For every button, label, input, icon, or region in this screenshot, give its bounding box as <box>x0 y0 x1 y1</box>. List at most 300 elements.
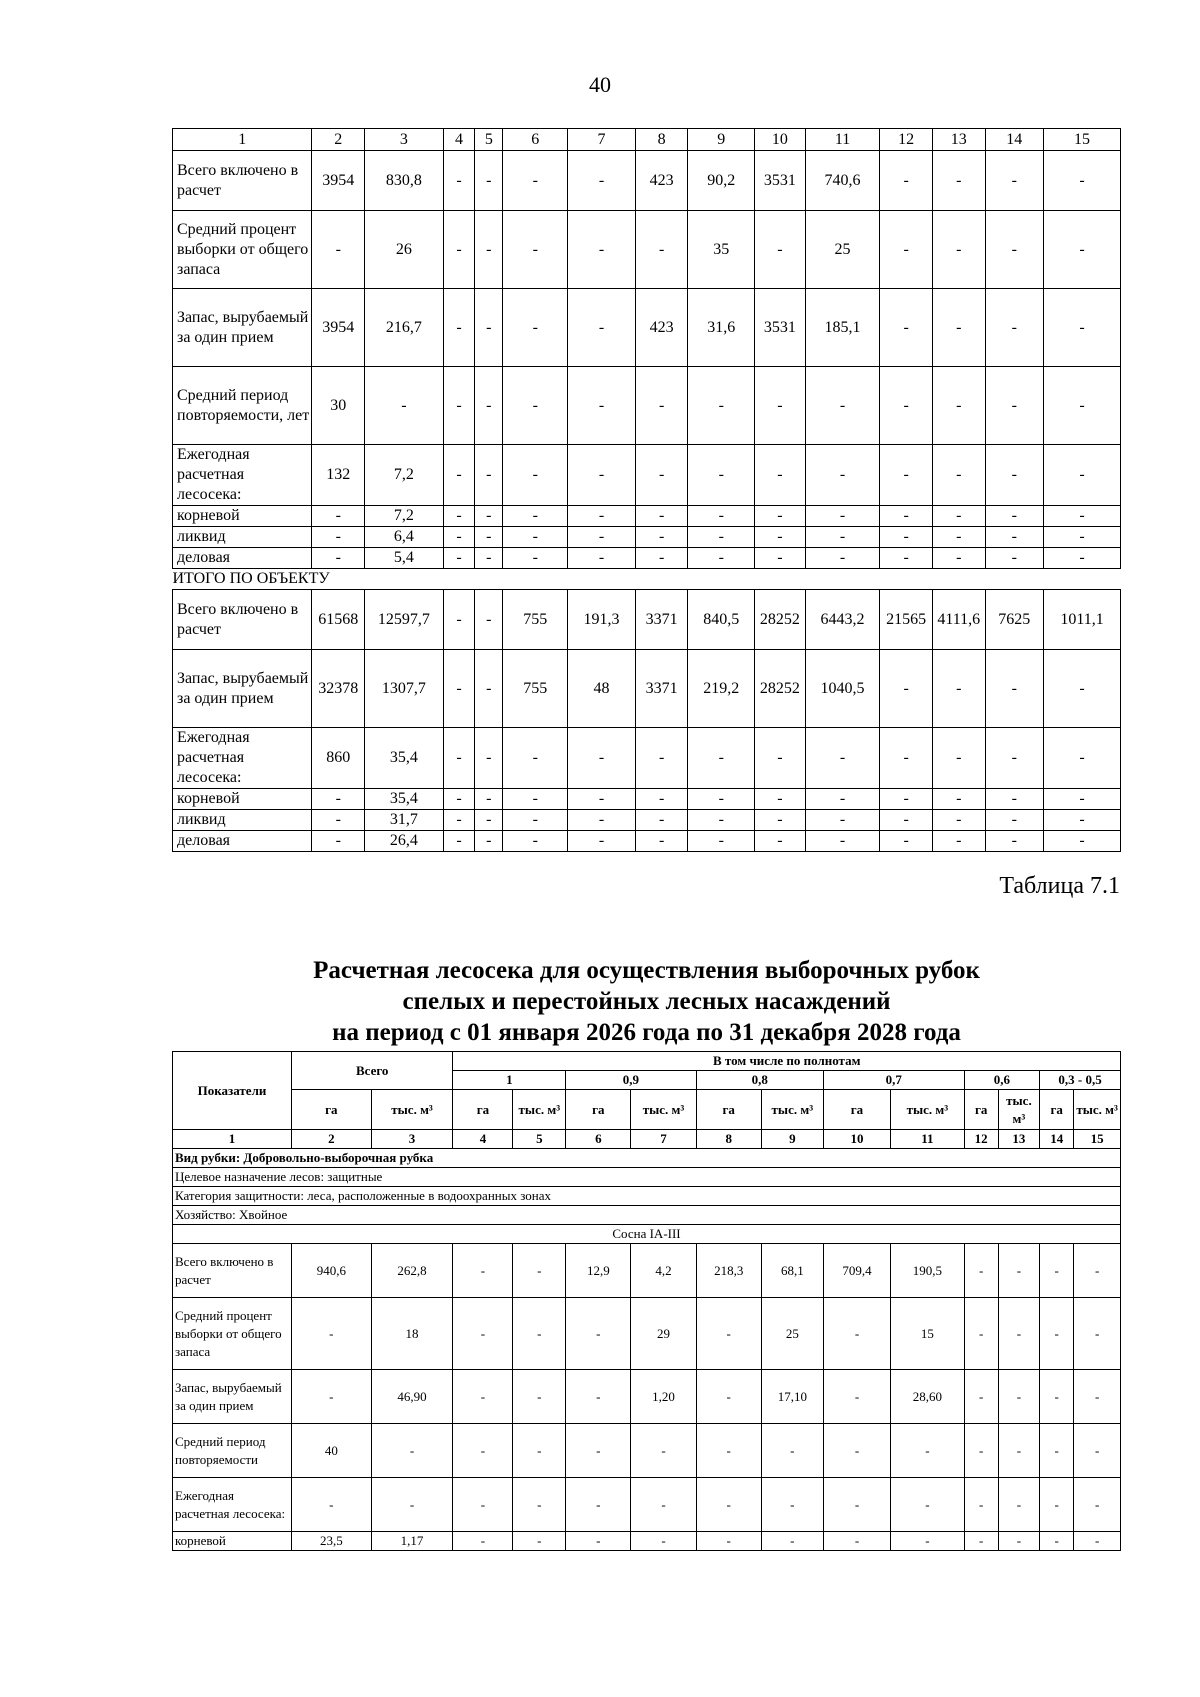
unit-thousand-cubic-meters: тыс. м³ <box>513 1090 566 1130</box>
table-cell: - <box>1044 810 1121 831</box>
row-label: корневой <box>173 506 312 527</box>
table-cell: - <box>443 590 474 650</box>
table-cell: 25 <box>805 211 880 289</box>
table-row <box>173 810 1121 831</box>
table-cell: - <box>568 789 636 810</box>
table-cell: - <box>805 789 880 810</box>
header-including-by-density: В том числе по полнотам <box>453 1052 1121 1071</box>
table-cell: - <box>1044 367 1121 445</box>
table-cell: - <box>513 1370 566 1424</box>
unit-hectares: га <box>823 1090 890 1130</box>
table-cell: - <box>503 728 568 789</box>
column-number: 11 <box>805 129 880 151</box>
column-number: 12 <box>880 129 933 151</box>
table-cell: - <box>823 1532 890 1551</box>
table-cell: - <box>880 789 933 810</box>
table-cell: - <box>755 789 806 810</box>
table-cell: - <box>503 211 568 289</box>
table-cell: - <box>443 789 474 810</box>
table-row <box>173 445 1121 506</box>
table-cell: - <box>805 367 880 445</box>
table-row <box>173 1424 1121 1478</box>
table-cell: 4,2 <box>631 1244 696 1298</box>
column-number: 11 <box>891 1130 964 1149</box>
table-cell: - <box>635 789 688 810</box>
column-number: 8 <box>635 129 688 151</box>
table-cell: 61568 <box>312 590 365 650</box>
table-cell: - <box>503 789 568 810</box>
table-cell: - <box>1044 789 1121 810</box>
table-cell: - <box>312 831 365 852</box>
table-cell: - <box>312 548 365 569</box>
table-cell: - <box>453 1478 513 1532</box>
table-cell: - <box>503 151 568 211</box>
table-cell: 860 <box>312 728 365 789</box>
table-row <box>173 650 1121 728</box>
table-cell: - <box>631 1478 696 1532</box>
table-cell: - <box>932 151 985 211</box>
table-cell: - <box>932 527 985 548</box>
unit-hectares: га <box>1040 1090 1074 1130</box>
column-number: 3 <box>371 1130 453 1149</box>
table-cell: - <box>985 506 1044 527</box>
column-number: 14 <box>1040 1130 1074 1149</box>
table-cell: - <box>475 527 503 548</box>
column-number: 8 <box>696 1130 761 1149</box>
table-cell: - <box>503 445 568 506</box>
table-cell: - <box>880 650 933 728</box>
table-cell: - <box>688 527 755 548</box>
table-row <box>173 789 1121 810</box>
table-row <box>173 151 1121 211</box>
table-cell: 218,3 <box>696 1244 761 1298</box>
table-cell: - <box>1044 548 1121 569</box>
table-cell: - <box>568 548 636 569</box>
table-cell: - <box>932 506 985 527</box>
column-number: 4 <box>453 1130 513 1149</box>
table-cell: - <box>443 151 474 211</box>
table-cell: 7,2 <box>365 506 444 527</box>
allowable-cut-table <box>172 1051 1121 1551</box>
row-label: Средний процент выборки от общего запаса <box>173 1298 292 1370</box>
table-cell: 17,10 <box>761 1370 823 1424</box>
table-cell: - <box>932 367 985 445</box>
row-label: Всего включено в расчет <box>173 590 312 650</box>
table-cell: - <box>635 211 688 289</box>
table-cell: - <box>312 527 365 548</box>
table-cell: - <box>635 728 688 789</box>
column-number: 1 <box>173 129 312 151</box>
row-label: Всего включено в расчет <box>173 151 312 211</box>
table-cell: - <box>475 789 503 810</box>
table-cell: - <box>635 367 688 445</box>
table-cell: - <box>475 590 503 650</box>
table-cell: - <box>365 367 444 445</box>
table-cell: - <box>513 1424 566 1478</box>
table-cell: - <box>475 445 503 506</box>
table-cell: - <box>1044 151 1121 211</box>
row-label: деловая <box>173 548 312 569</box>
table-cell: 830,8 <box>365 151 444 211</box>
table-cell: - <box>823 1370 890 1424</box>
table-cell: - <box>1044 728 1121 789</box>
table-cell: - <box>635 527 688 548</box>
table-cell: 3954 <box>312 151 365 211</box>
table-cell: 940,6 <box>292 1244 372 1298</box>
column-number: 3 <box>365 129 444 151</box>
table-cell: - <box>475 506 503 527</box>
table-cell: 28,60 <box>891 1370 964 1424</box>
table-label: Таблица 7.1 <box>999 873 1120 899</box>
table-cell: - <box>880 728 933 789</box>
table-cell: 3371 <box>635 590 688 650</box>
table-cell: - <box>568 810 636 831</box>
unit-hectares: га <box>453 1090 513 1130</box>
table-cell: 262,8 <box>371 1244 453 1298</box>
table-cell: 28252 <box>755 650 806 728</box>
table-cell: 423 <box>635 289 688 367</box>
table-row <box>173 728 1121 789</box>
table-cell: - <box>568 506 636 527</box>
table-cell: - <box>453 1298 513 1370</box>
table-cell: - <box>312 506 365 527</box>
table-cell: - <box>568 831 636 852</box>
table-cell: - <box>998 1244 1039 1298</box>
table-cell: - <box>566 1532 631 1551</box>
table-cell: 216,7 <box>365 289 444 367</box>
table-cell: 3371 <box>635 650 688 728</box>
table-cell: - <box>443 831 474 852</box>
table-cell: - <box>880 445 933 506</box>
column-number: 9 <box>761 1130 823 1149</box>
table-cell: 12,9 <box>566 1244 631 1298</box>
table-cell: 28252 <box>755 590 806 650</box>
table-cell: - <box>1044 445 1121 506</box>
table-cell: - <box>1074 1298 1121 1370</box>
table-cell: - <box>755 445 806 506</box>
table-cell: - <box>755 527 806 548</box>
table-cell: - <box>1044 289 1121 367</box>
info-text: Вид рубки: Добровольно-выборочная рубка <box>173 1149 1121 1168</box>
table-cell: - <box>443 211 474 289</box>
table-cell: - <box>443 506 474 527</box>
table-cell: - <box>696 1532 761 1551</box>
table-cell: - <box>312 211 365 289</box>
units-header-row <box>173 1090 1121 1130</box>
table-cell: - <box>566 1478 631 1532</box>
table-cell: - <box>568 527 636 548</box>
table-cell: - <box>443 289 474 367</box>
table-cell: - <box>688 831 755 852</box>
table-cell: - <box>312 789 365 810</box>
table-cell: - <box>635 548 688 569</box>
table-cell: - <box>964 1370 998 1424</box>
table-cell: - <box>453 1424 513 1478</box>
document-title <box>172 955 1121 1048</box>
table-cell: - <box>568 151 636 211</box>
table-cell: - <box>1074 1532 1121 1551</box>
column-number: 4 <box>443 129 474 151</box>
table-cell: - <box>805 728 880 789</box>
header-total: Всего <box>292 1052 453 1090</box>
info-text: Целевое назначение лесов: защитные <box>173 1168 1121 1187</box>
table-cell: 35,4 <box>365 789 444 810</box>
row-label: Запас, вырубаемый за один прием <box>173 1370 292 1424</box>
table-row <box>173 590 1121 650</box>
column-number: 2 <box>292 1130 372 1149</box>
table-cell: - <box>755 367 806 445</box>
row-label: корневой <box>173 1532 292 1551</box>
table-cell: - <box>1074 1244 1121 1298</box>
table-cell: - <box>985 650 1044 728</box>
table-cell: - <box>475 650 503 728</box>
table-cell: 423 <box>635 151 688 211</box>
table-cell: 755 <box>503 650 568 728</box>
table-cell: - <box>985 789 1044 810</box>
page-number: 40 <box>589 72 611 97</box>
table-cell: - <box>755 211 806 289</box>
species-group: Сосна IA-III <box>173 1225 1121 1244</box>
info-text: Категория защитности: леса, расположенные в водоохранных зонах <box>173 1187 1121 1206</box>
table-cell: - <box>964 1532 998 1551</box>
row-label: корневой <box>173 789 312 810</box>
density-header: 0,6 <box>964 1071 1040 1090</box>
column-number: 7 <box>631 1130 696 1149</box>
table-cell: - <box>443 445 474 506</box>
column-number: 15 <box>1044 129 1121 151</box>
table-cell: - <box>1040 1298 1074 1370</box>
table-cell: - <box>688 789 755 810</box>
table-cell: 7625 <box>985 590 1044 650</box>
table-cell: - <box>292 1370 372 1424</box>
table-row <box>173 211 1121 289</box>
table-cell: 1040,5 <box>805 650 880 728</box>
table-cell: - <box>880 831 933 852</box>
table-cell: - <box>964 1424 998 1478</box>
title-line: Расчетная лесосека для осуществления выборочных рубок <box>313 957 980 984</box>
row-label: Средний период повторяемости, лет <box>173 367 312 445</box>
table-cell: - <box>985 728 1044 789</box>
table-cell: - <box>443 527 474 548</box>
table-cell: - <box>503 367 568 445</box>
row-label: ликвид <box>173 527 312 548</box>
table-cell: - <box>503 548 568 569</box>
table-cell: - <box>964 1244 998 1298</box>
table-cell: 35,4 <box>365 728 444 789</box>
table-cell: - <box>631 1424 696 1478</box>
table-cell: - <box>755 548 806 569</box>
table-cell: - <box>568 445 636 506</box>
table-cell: - <box>1074 1370 1121 1424</box>
table-cell: - <box>1074 1424 1121 1478</box>
table-cell: 12597,7 <box>365 590 444 650</box>
column-number: 6 <box>503 129 568 151</box>
table-cell: 23,5 <box>292 1532 372 1551</box>
table-cell: - <box>475 548 503 569</box>
column-number: 13 <box>998 1130 1039 1149</box>
table-cell: 185,1 <box>805 289 880 367</box>
column-number: 2 <box>312 129 365 151</box>
table-cell: - <box>635 445 688 506</box>
table-cell: - <box>566 1424 631 1478</box>
table-cell: 68,1 <box>761 1244 823 1298</box>
table-cell: - <box>635 506 688 527</box>
row-label: деловая <box>173 831 312 852</box>
info-row <box>173 1168 1121 1187</box>
table-row <box>173 1532 1121 1551</box>
table-cell: - <box>1044 650 1121 728</box>
column-number: 5 <box>513 1130 566 1149</box>
table-cell: - <box>635 831 688 852</box>
table-cell: - <box>932 445 985 506</box>
table-cell: - <box>513 1298 566 1370</box>
table-cell: 840,5 <box>688 590 755 650</box>
table-cell: - <box>880 289 933 367</box>
table-cell: - <box>453 1370 513 1424</box>
table-cell: 219,2 <box>688 650 755 728</box>
table-cell: - <box>1044 211 1121 289</box>
table-cell: - <box>985 151 1044 211</box>
table-cell: - <box>891 1478 964 1532</box>
row-label: Ежегодная расчетная лесосека: <box>173 728 312 789</box>
table-row <box>173 1298 1121 1370</box>
table-cell: - <box>985 445 1044 506</box>
table-cell: - <box>932 728 985 789</box>
table-cell: - <box>1074 1478 1121 1532</box>
table-cell: - <box>985 831 1044 852</box>
table-cell: - <box>371 1424 453 1478</box>
table-cell: 48 <box>568 650 636 728</box>
column-number: 12 <box>964 1130 998 1149</box>
table-cell: 1,20 <box>631 1370 696 1424</box>
table-cell: - <box>453 1532 513 1551</box>
table-row <box>173 548 1121 569</box>
table-cell: 7,2 <box>365 445 444 506</box>
table-cell: - <box>292 1298 372 1370</box>
table-cell: - <box>631 1532 696 1551</box>
table-cell: - <box>998 1424 1039 1478</box>
table-cell: - <box>755 728 806 789</box>
table-cell: - <box>880 367 933 445</box>
density-header: 1 <box>453 1071 566 1090</box>
density-header: 0,8 <box>696 1071 823 1090</box>
table-cell: - <box>568 211 636 289</box>
table-cell: - <box>371 1478 453 1532</box>
table-cell: 31,6 <box>688 289 755 367</box>
column-number: 13 <box>932 129 985 151</box>
table-cell: - <box>1040 1370 1074 1424</box>
row-label: Запас, вырубаемый за один прием <box>173 650 312 728</box>
table-cell: - <box>443 810 474 831</box>
table-cell: 190,5 <box>891 1244 964 1298</box>
title-line: спелых и перестойных лесных насаждений <box>402 988 891 1015</box>
table-cell: - <box>932 289 985 367</box>
section-row <box>173 569 1121 590</box>
table-cell: 30 <box>312 367 365 445</box>
table-cell: 40 <box>292 1424 372 1478</box>
info-row <box>173 1187 1121 1206</box>
table-cell: - <box>805 810 880 831</box>
continued-allowable-cut-table <box>172 128 1121 852</box>
table-cell: - <box>985 548 1044 569</box>
table-cell: 31,7 <box>365 810 444 831</box>
row-label: Ежегодная расчетная лесосека: <box>173 1478 292 1532</box>
column-number: 10 <box>823 1130 890 1149</box>
section-title: ИТОГО ПО ОБЪЕКТУ <box>173 569 1121 590</box>
species-row <box>173 1225 1121 1244</box>
table-row <box>173 527 1121 548</box>
table-cell: - <box>503 289 568 367</box>
table-cell: 5,4 <box>365 548 444 569</box>
table-cell: - <box>696 1424 761 1478</box>
column-number-row <box>173 129 1121 151</box>
table-cell: - <box>985 289 1044 367</box>
table-cell: - <box>932 789 985 810</box>
table-cell: - <box>755 506 806 527</box>
table-cell: - <box>443 728 474 789</box>
table-cell: - <box>932 650 985 728</box>
table-cell: - <box>443 650 474 728</box>
column-number: 10 <box>755 129 806 151</box>
table-cell: 3531 <box>755 289 806 367</box>
table-cell: - <box>566 1298 631 1370</box>
row-label: Ежегодная расчетная лесосека: <box>173 445 312 506</box>
table-cell: - <box>880 548 933 569</box>
table-cell: - <box>880 211 933 289</box>
table-cell: - <box>513 1244 566 1298</box>
unit-thousand-cubic-meters: тыс. м³ <box>891 1090 964 1130</box>
table-cell: 3954 <box>312 289 365 367</box>
table-cell: - <box>688 367 755 445</box>
table-cell: - <box>823 1298 890 1370</box>
table-cell: - <box>568 289 636 367</box>
column-number-row <box>173 1130 1121 1149</box>
table-cell: - <box>566 1370 631 1424</box>
table-cell: - <box>998 1532 1039 1551</box>
density-header: 0,9 <box>566 1071 696 1090</box>
column-number: 5 <box>475 129 503 151</box>
table-cell: 18 <box>371 1298 453 1370</box>
table-cell: - <box>443 367 474 445</box>
table-cell: - <box>1044 527 1121 548</box>
table-cell: 21565 <box>880 590 933 650</box>
info-text: Хозяйство: Хвойное <box>173 1206 1121 1225</box>
table-cell: - <box>443 548 474 569</box>
table-cell: - <box>503 810 568 831</box>
table-cell: - <box>805 445 880 506</box>
table-cell: 6,4 <box>365 527 444 548</box>
row-label: Всего включено в расчет <box>173 1244 292 1298</box>
unit-hectares: га <box>696 1090 761 1130</box>
table-cell: 35 <box>688 211 755 289</box>
table-cell: - <box>761 1532 823 1551</box>
table-cell: - <box>805 548 880 569</box>
table-cell: - <box>932 548 985 569</box>
table-cell: 132 <box>312 445 365 506</box>
column-number: 15 <box>1074 1130 1121 1149</box>
title-line: на период с 01 января 2026 года по 31 декабря 2028 года <box>332 1019 961 1046</box>
table-cell: 740,6 <box>805 151 880 211</box>
table-cell: - <box>1040 1244 1074 1298</box>
table-cell: 6443,2 <box>805 590 880 650</box>
table-cell: 26,4 <box>365 831 444 852</box>
table-cell: 32378 <box>312 650 365 728</box>
table-cell: 1,17 <box>371 1532 453 1551</box>
table-cell: 90,2 <box>688 151 755 211</box>
info-row <box>173 1206 1121 1225</box>
unit-hectares: га <box>292 1090 372 1130</box>
table-cell: 191,3 <box>568 590 636 650</box>
